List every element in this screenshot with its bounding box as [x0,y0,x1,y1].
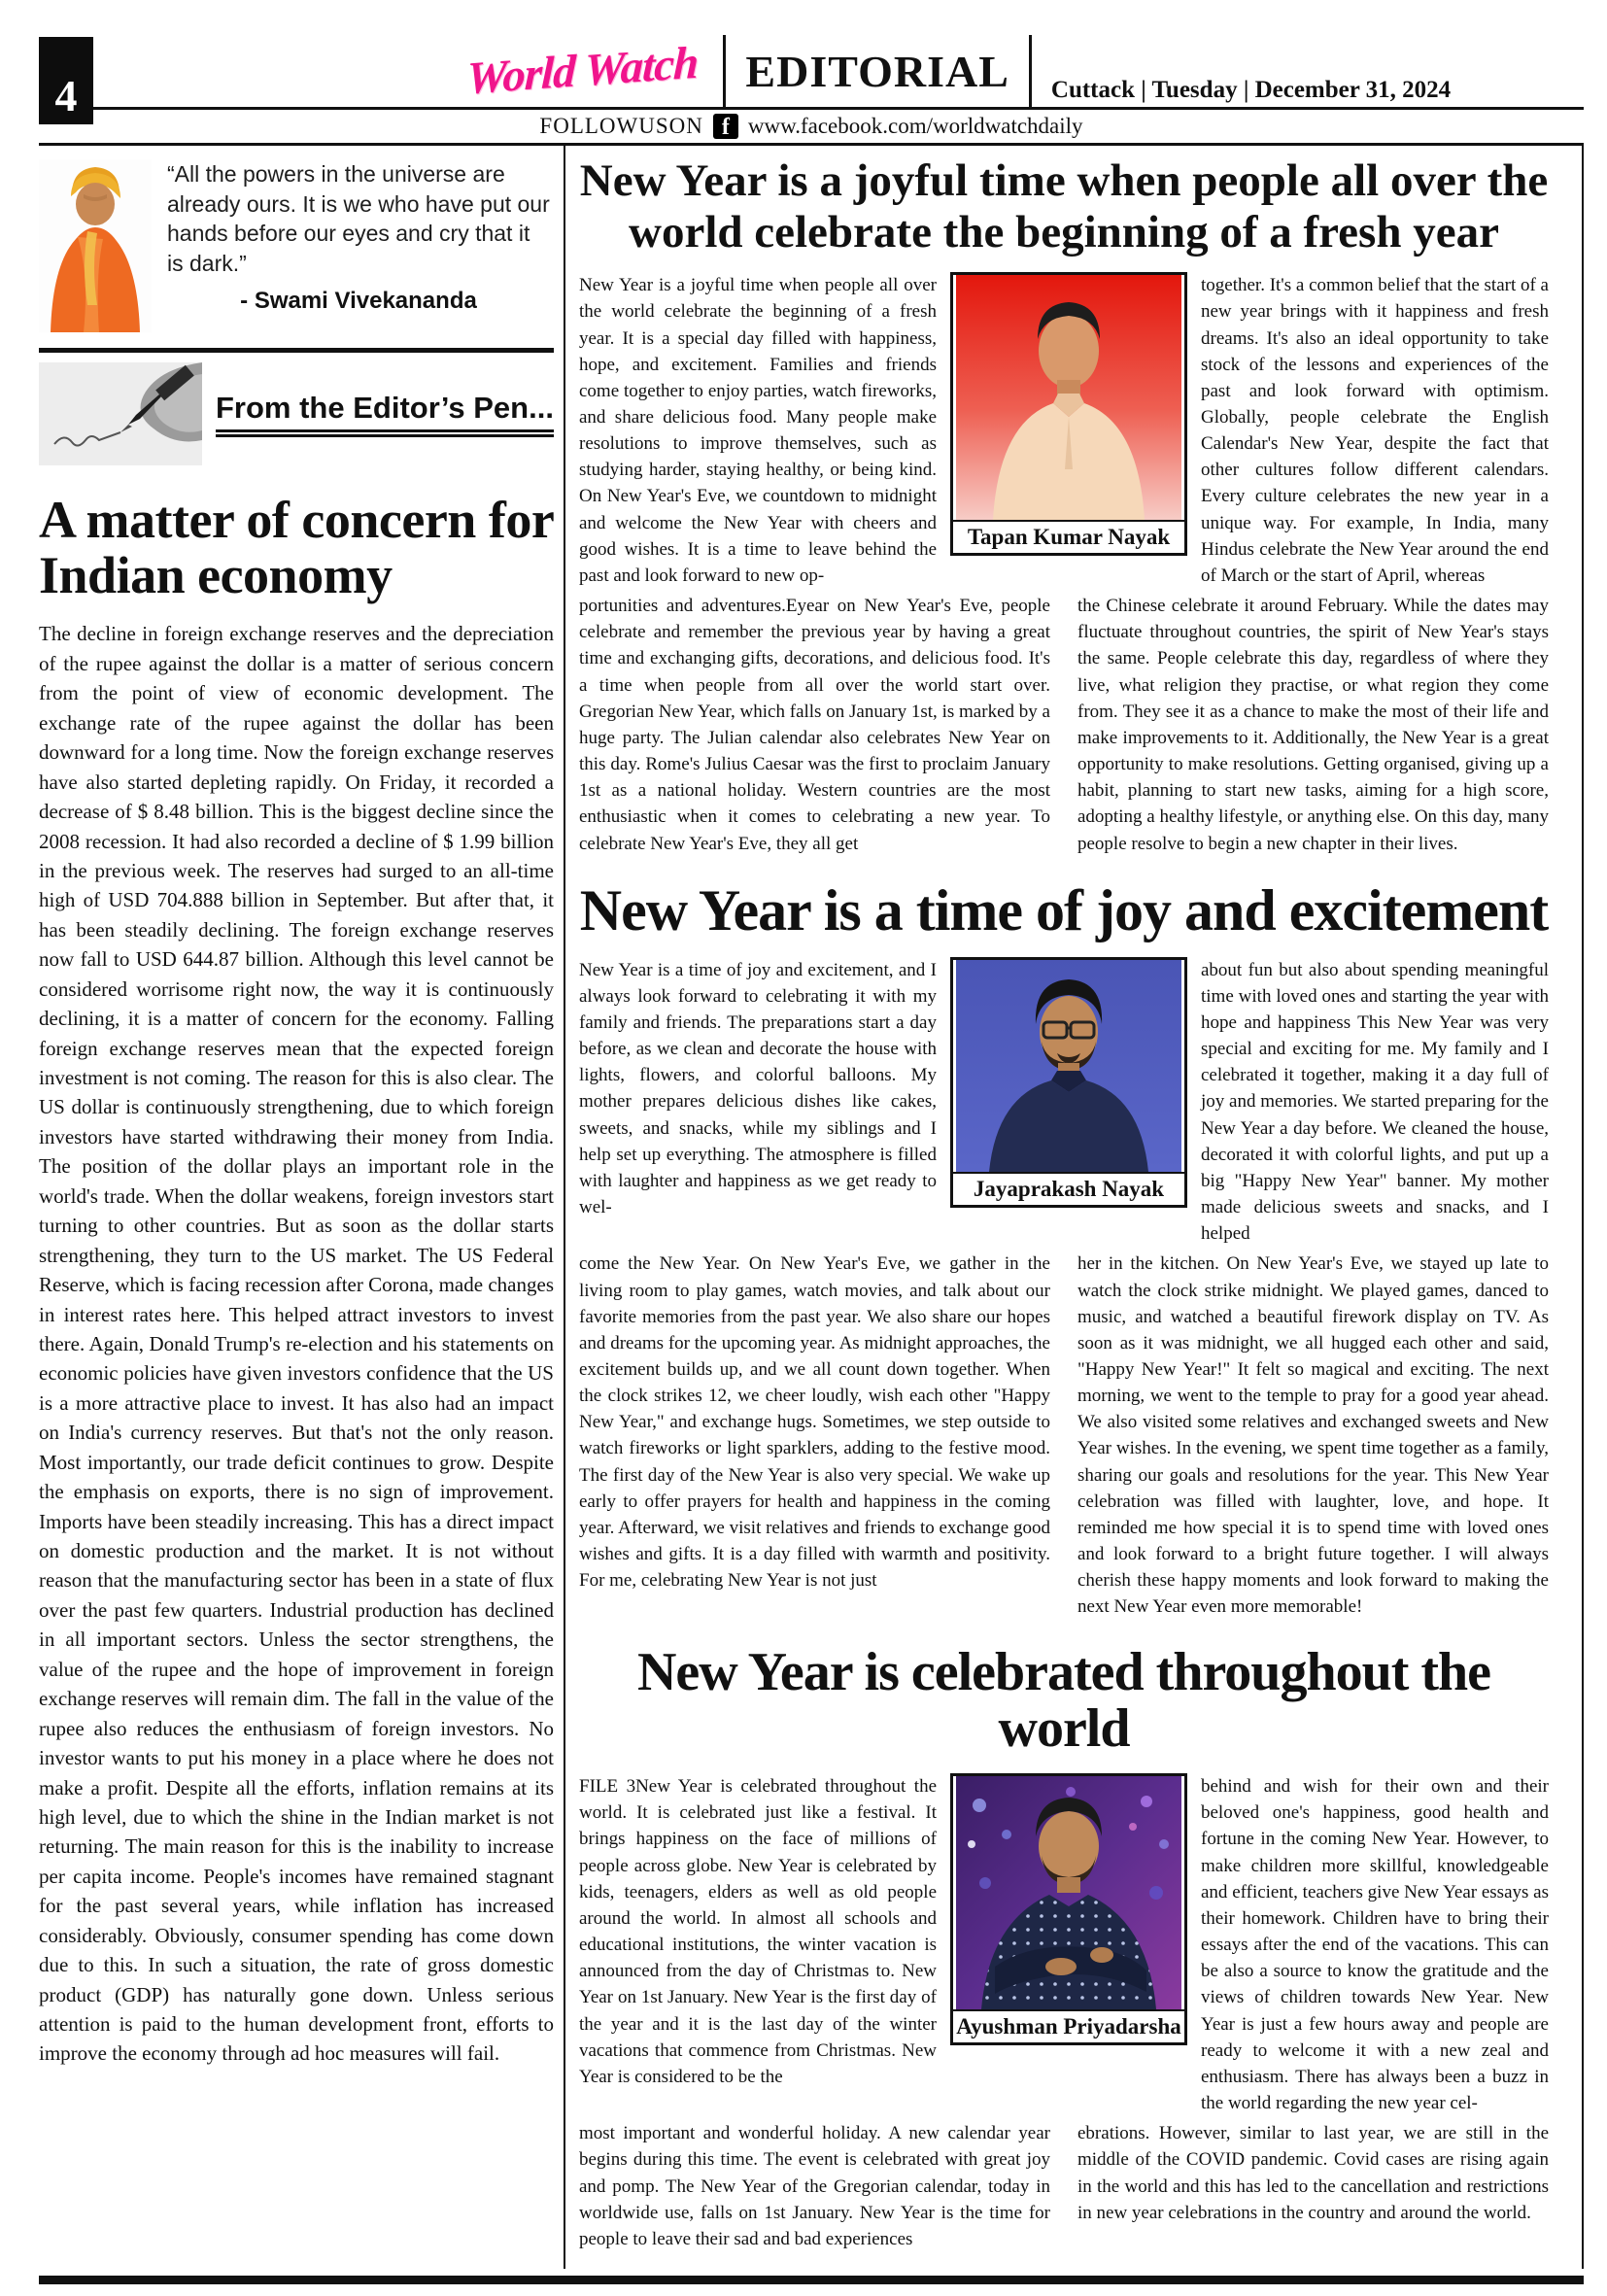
article-2-bottom-section [579,1251,1549,1620]
article-1-col1-top: New Year is a joyful time when people all over the world celebrate the beginning of a fresh year. It is a special day filled with happiness, hope, and excitement. Families and friends come together to enjoy parties, watch fireworks, and share delicious food. Many people make resolutions to improve themselves, such as studying harder, staying healthy, or being kind. On New Year's Eve, we countdown to midnight and welcome the New Year with cheers and good wishes. It is a time to leave behind the past and look forward to new op- [579,275,937,586]
swami-vivekananda-portrait [39,159,152,332]
article-3-col1-bottom: most important and wonderful holiday. A new calendar year begins during this time. The event is celebrated with great joy and pomp. The New Year of the Gregorian calendar, today in worldwide use, falls on 1st January. New Year is the time for people to leave their sad and bad experiences [579,2123,1050,2249]
article-3-col2-top: behind and wish for their own and their beloved one's happiness, good health and fortune in the coming New Year. However, to make children more skillful, knowledgeable and efficient, teachers give New Year essays as their homework. Children have to bring their essays after the end of the vacations. This can be also a source to know the gratitude and the views of children towards New Year. New Year is just a few hours away and people are ready to welcome it with a new zeal and enthusiasm. There has always been a buzz in the world regarding the new year cel- [1201,1776,1549,2114]
articles-region [565,146,1584,2269]
editors-pen-kicker: From the Editor’s Pen... [216,391,554,437]
article-3-bottom-section [579,2120,1549,2252]
page-header [39,35,1584,120]
article-new-year-joy-excitement [579,877,1549,1621]
quote-author: - Swami Vivekananda [240,288,477,315]
masthead-logo: World Watch [465,37,700,105]
portrait-tapan-kumar-nayak [953,275,1184,520]
article-1-bottom-section [579,593,1549,857]
follow-bar [39,110,1584,146]
page-number: 4 [39,37,93,124]
follow-label: FOLLOWUSON [539,114,703,138]
article-2-col1-top: New Year is a time of joy and excitement, and I always look forward to celebrating it with my family and friends. The preparations start a day before, as we clean and decorate the house with lights, flowers, and colorful balloons. My mother prepares delicious dishes like cakes, sweets, and snacks, while my siblings and I help set up everything. The atmosphere is filled with laughter and happiness as we get ready to wel- [579,959,937,1218]
facebook-icon: f [713,114,738,139]
article-1-photo-caption: Tapan Kumar Nayak [953,520,1184,553]
portrait-ayushman-priyadarsha [953,1776,1184,2009]
article-3-photo-caption: Ayushman Priyadarsha [953,2009,1184,2042]
dateline: Cuttack | Tuesday | December 31, 2024 [1050,77,1452,103]
article-2-top-section [579,957,1549,1248]
page-bottom-rule [39,2276,1584,2284]
article-2-photo [950,957,1187,1208]
article-1-col2-bottom: the Chinese celebrate it around February. While the dates may fluctuate throughout countries, the spirit of New Year's stays the same. People celebrate this day, regardless of where they live, what religion they practise, or what region they come from. They see it as a chance to make the most of their life and make improvements to it. Additionally, the New Year is a great opportunity to make resolutions. Getting organised, giving up a habit, planning to start new tasks, aiming for a high score, adopting a healthy lifestyle, or anything else. On this day, many people resolve to begin a new chapter in their lives. [1077,596,1549,854]
editorial-headline: A matter of concern for Indian economy [39,491,554,605]
article-2-col1-bottom: come the New Year. On New Year's Eve, we gather in the living room to play games, watch movies, and talk about our favorite memories from the past year. We also share our hopes and dreams for the upcoming year. As midnight approaches, the excitement builds up, and we all count down together. When the clock strikes 12, we cheer loudly, wish each other "Happy New Year," and exchange hugs. Sometimes, we step outside to watch fireworks or light sparklers, adding to the festive mood. The first day of the New Year is also very special. We wake up early to offer prayers for health and happiness in the coming year. Afterward, we visit relatives and friends to exchange good wishes and gifts. It is a day filled with warmth and positivity. For me, celebrating New Year is not just [579,1253,1050,1592]
quote-text: “All the powers in the universe are already ours. It is we who have put our hands before our eyes and cry that it is dark.” [167,161,550,276]
article-3-photo [950,1773,1187,2045]
article-3-col1-top: FILE 3New Year is celebrated throughout the world. It is celebrated just like a festival. It brings happiness on the face of millions of people across globe. New Year is celebrated by kids, teenagers, elders as well as old people around the world. In almost all schools and educational institutions, the winter vacation is announced from the day of Christmas to. New Year on 1st January. New Year is the first day of the year and it is the last day of the winter vacations that commence from Christmas. New Year is considered to be the [579,1776,937,2087]
section-title: EDITORIAL [723,35,1031,107]
article-2-headline: New Year is a time of joy and excitement [579,877,1549,942]
editorial-body: The decline in foreign exchange reserves and the depreciation of the rupee against the dollar is a matter of serious concern from the point of view of economic development. The exchange rate of the rupee against the dollar has been downward for a long time. Now the foreign exchange reserves have also started depleting rapidly. On Friday, it recorded a decrease of $ 8.48 billion. This is the biggest decline since the 2008 recession. It had also recorded a decline of $ 1.99 billion in the previous week. The reserves had surged to an all-time high of USD 704.888 billion in September. But after that, it has been steadily declining. The foreign exchange reserves now fall to USD 644.87 billion. Although this level cannot be considered worrisome right now, the way it is continuously declining, it is a matter of concern for the economy. Falling foreign exchange reserves mean that the expected foreign investment is not coming. The reason for this is also clear. The US dollar is continuously strengthening, due to which foreign investors have started withdrawing their money from India. The position of the dollar plays an important role in the world's trade. When the dollar weakens, foreign investors start turning to other countries. But as soon as the dollar starts strengthening, they turn to the US market. The US Federal Reserve, which is facing recession after Corona, made changes in interest rates here. This helped attract investors to invest there. Again, Donald Trump's re-election and his statements on economic policies have given investors confidence that the US is a more attractive place to invest. It has also had an impact on India's currency reserves. But that's not the only reason. Most importantly, our trade deficit continues to grow. Despite the emphasis on exports, there is no sign of improvement. Imports have been steadily increasing. This has a direct impact on domestic production and the market. It is not without reason that the manufacturing sector has been in a state of flux over the past few quarters. Industrial production has declined in all important sectors. Unless the sector strengthens, the value of the rupee and the hope of improvement in foreign exchange reserves will remain dim. The fall in the value of the rupee also reduces the enthusiasm of foreign investors. No investor wants to put his money in a place where he does not make a profit. Despite all the efforts, inflation remains at its high level, due to which the shine in the Indian market is not returning. The main reason for this is the inability to increase per capita income. People's incomes have remained stagnant for the past several years, while inflation has increased considerably. Obviously, consumer spending has come down due to this. In such a situation, the rate of gross domestic product (GDP) has naturally gone down. Unless serious attention is paid to the human development front, efforts to improve the economy through ad hoc measures will fail. [39,622,554,2066]
article-3-headline: New Year is celebrated throughout the world [636,1641,1491,1760]
article-1-col2-top: together. It's a common belief that the start of a new year brings with it happiness and fresh dreams. It's also an ideal opportunity to take stock of the lessons and experiences of the past and look forward with optimism. Globally, people celebrate the English Calendar's New Year, despite the fact that other cultures follow different calendars. Every culture celebrates the new year in a unique way. For example, In India, many Hindus celebrate the New Year around the end of March or the start of April, whereas [1201,275,1549,586]
article-3-top-section [579,1773,1549,2116]
quote-block [167,159,550,332]
editors-pen-image [39,362,202,465]
article-2-col2-bottom: her in the kitchen. On New Year's Eve, we stayed up late to watch the clock strike midnight. We played games, danced to music, and watched a beautiful firework display on TV. As soon as it was midnight, we all hugged each other and said, "Happy New Year!" It felt so magical and exciting. The next morning, we went to the temple to pray for a good year ahead. We also visited some relatives and exchanged sweets and New Year wishes. In the evening, we spent time together as a family, sharing our goals and resolutions for the year. This New Year celebration was filled with laughter, love, and hope. It reminded me how special it is to spend time with loved ones and look forward to a bright future together. I will always cherish these happy moments and look forward to making the next New Year even more memorable! [1077,1253,1549,1618]
content [0,146,1607,2269]
article-1-top-section [579,272,1549,589]
left-column [39,146,565,2269]
article-2-photo-caption: Jayaprakash Nayak [953,1172,1184,1205]
article-1-photo [950,272,1187,556]
article-new-year-throughout-world [579,1641,1549,2252]
facebook-url: www.facebook.com/worldwatchdaily [747,114,1083,138]
article-1-headline: New Year is a joyful time when people all over the world celebrate the beginning of a fresh year [579,155,1549,258]
article-new-year-joyful-time [579,155,1549,857]
portrait-jayaprakash-nayak [953,960,1184,1172]
editors-pen-row [39,353,554,477]
quote-box [39,146,554,353]
article-2-col2-top: about fun but also about spending meaningful time with loved ones and starting the year with hope and happiness This New Year was very special and exciting for me. My family and I celebrated it together, making it a day full of joy and memories. We started preparing for the New Year a day before. We cleaned the house, decorated it with colorful lights, and put up a big "Happy New Year" banner. My mother made delicious sweets and snacks, and I helped [1201,959,1549,1245]
article-1-col1-bottom: portunities and adventures.Eyear on New Year's Eve, people celebrate and remember the previous year by having a great time and exchanging gifts, decorations, and delicious food. It's a time when people from all over the world start over. Gregorian New Year, which falls on January 1st, is marked by a huge party. The Julian calendar also celebrates New Year on this day. Rome's Julius Caesar was the first to proclaim January 1st as a national holiday. Western countries are the most enthusiastic when it comes to celebrating a new year. To celebrate New Year's Eve, they all get [579,596,1050,854]
article-3-col2-bottom: ebrations. However, similar to last year, we are still in the middle of the COVID pandemic. Covid cases are rising again in the world and this has led to the cancellation and restrictions in new year celebrations in the country and around the world. [1077,2123,1549,2223]
